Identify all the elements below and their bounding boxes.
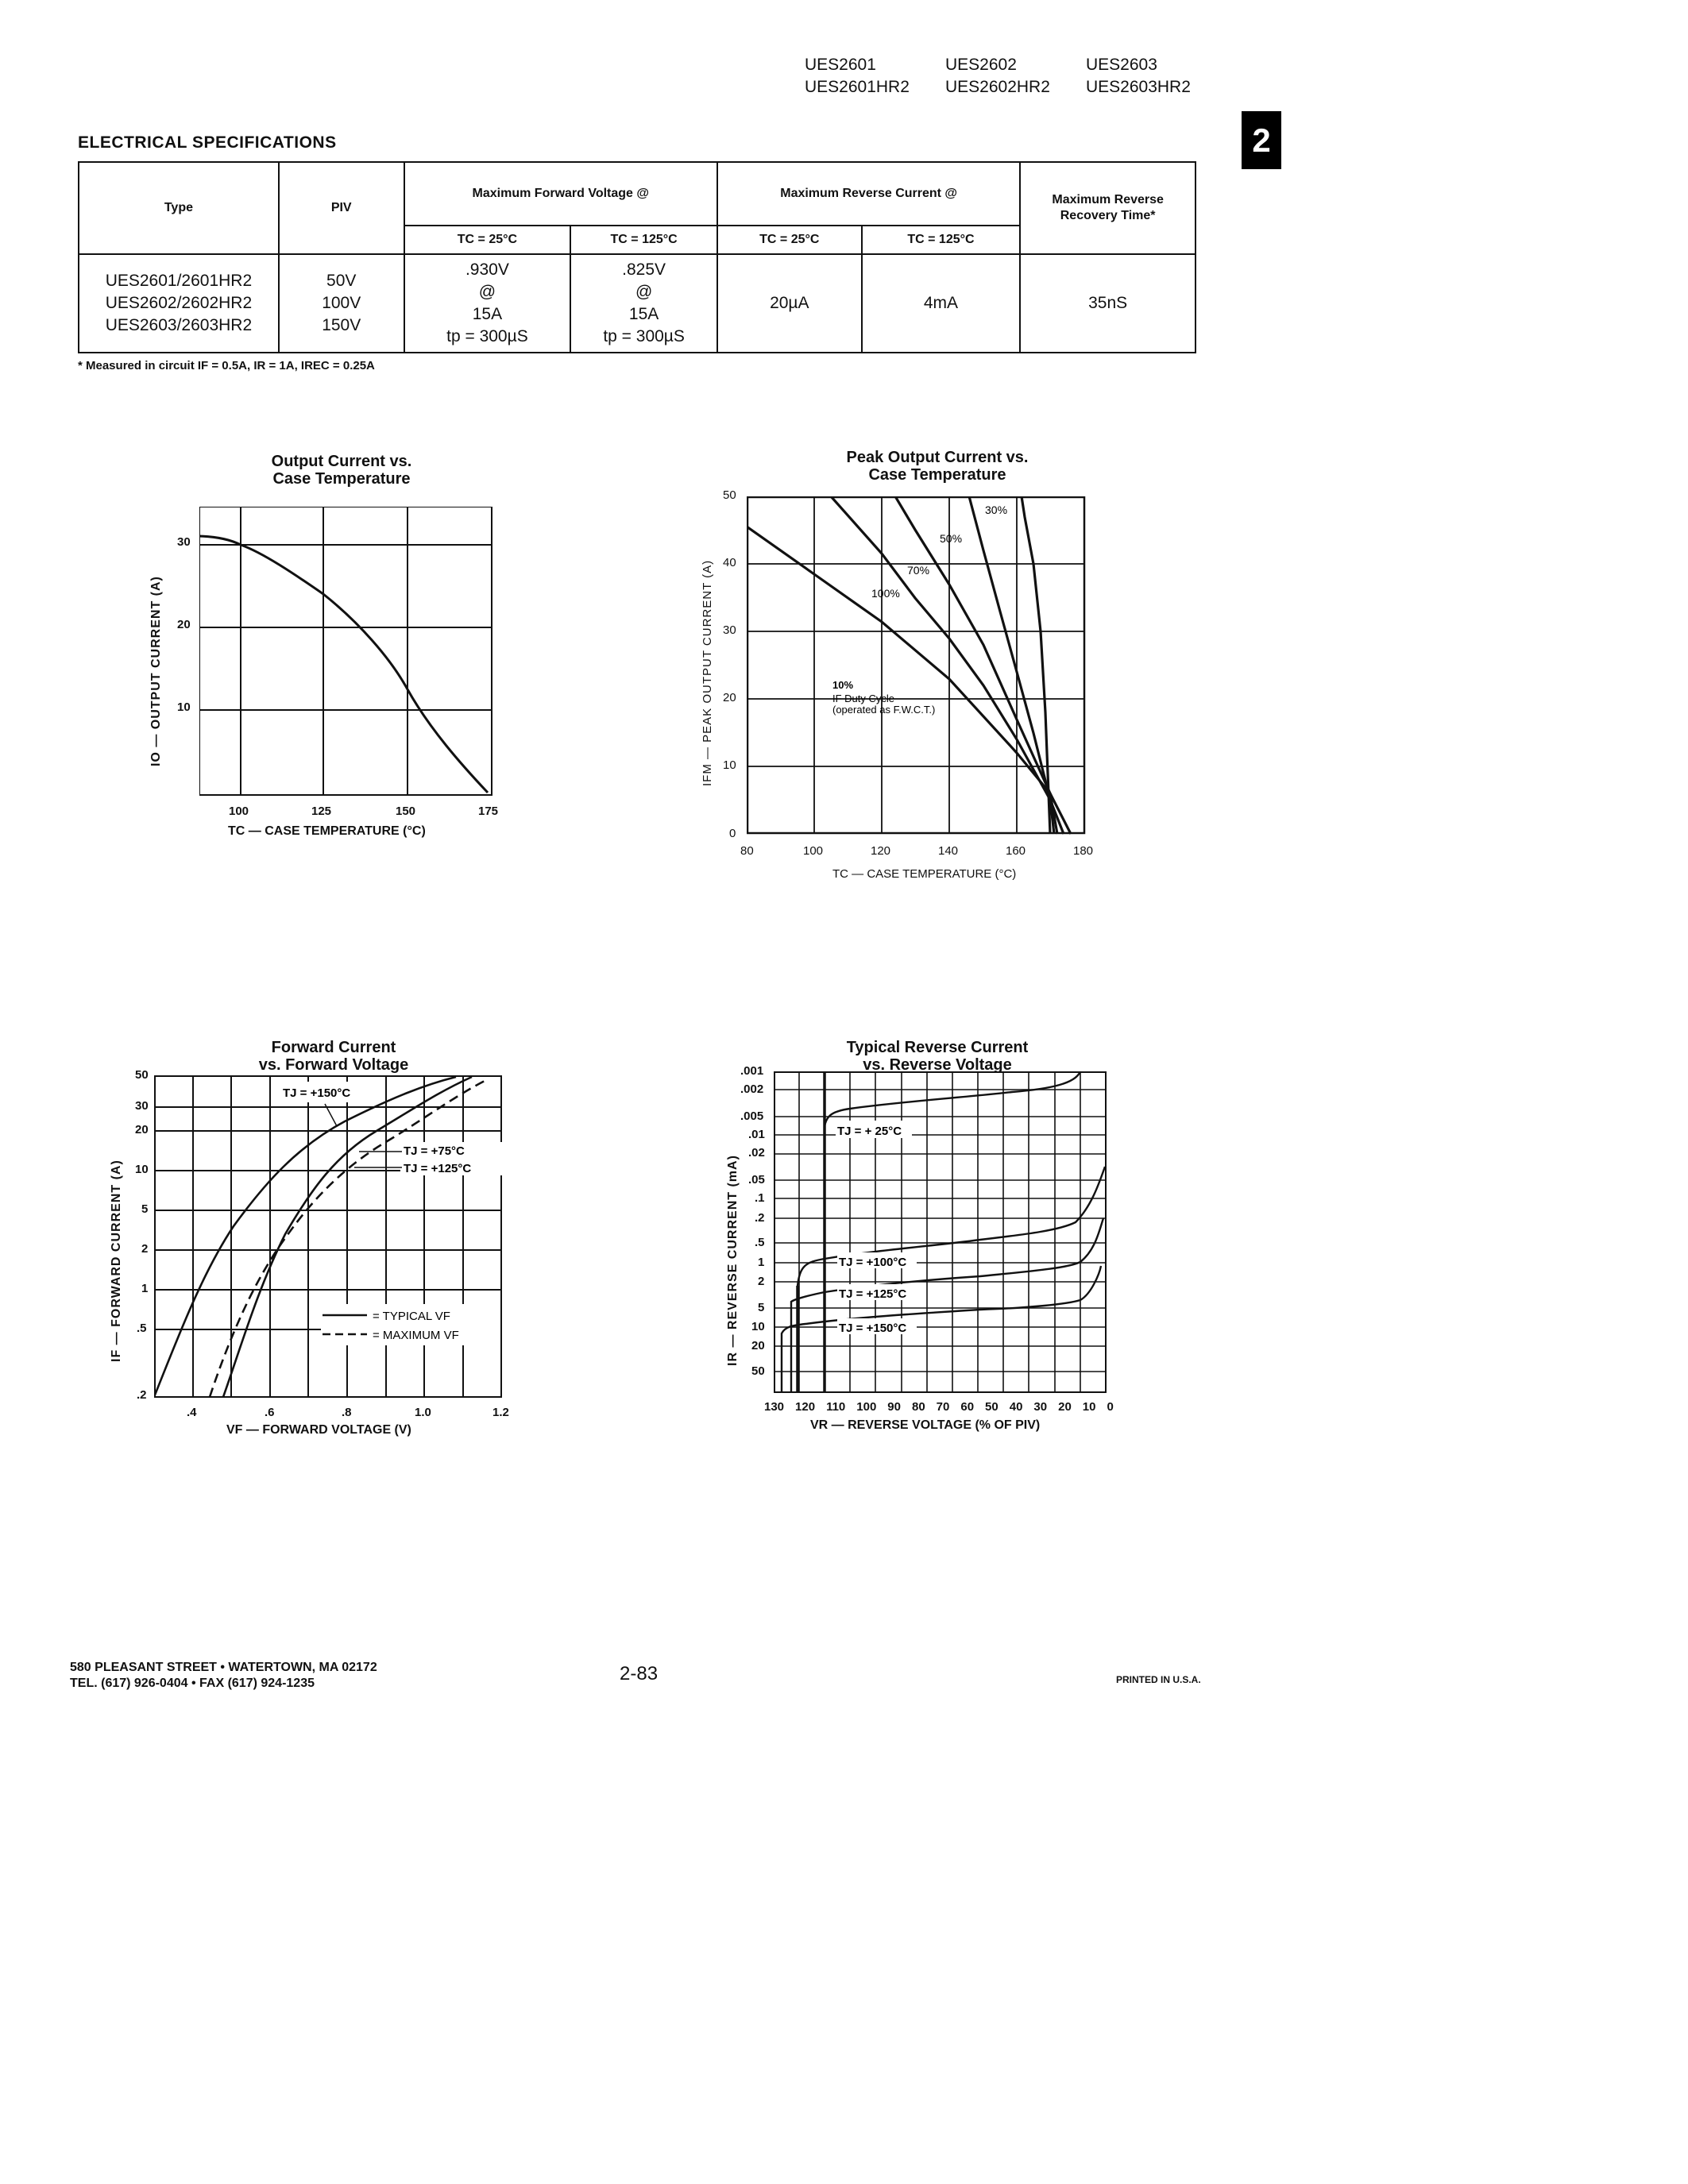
x-axis-label: VF — FORWARD VOLTAGE (V) [226,1423,411,1437]
y-tick: 20 [723,691,736,704]
y-tick: 20 [751,1339,765,1352]
y-tick: .02 [748,1146,765,1160]
legend-typical: = TYPICAL VF [373,1310,450,1323]
x-tick: 140 [938,844,959,858]
subcol-rc-25: TC = 25°C [717,226,862,254]
title-line: Forward Current [271,1039,396,1056]
x-tick: 0 [1107,1400,1114,1414]
piv-value: 50V [326,272,357,290]
title-line: Typical Reverse Current [846,1039,1029,1056]
label-100pct: 100% [871,587,900,600]
chart-plot-area [199,507,493,797]
subcol-fv-125: TC = 125°C [570,226,717,254]
fv-value: .825V [622,260,666,279]
part-number: UES2603 [1086,56,1157,74]
part-number: UES2601HR2 [805,78,910,96]
specs-title: ELECTRICAL SPECIFICATIONS [78,133,337,152]
x-tick: 60 [960,1400,975,1414]
y-tick: .002 [740,1082,764,1096]
piv-value: 100V [322,294,361,312]
note-operated: (operated as F.W.C.T.) [832,704,936,716]
type-value: UES2601/2601HR2 [105,272,253,290]
type-value: UES2602/2602HR2 [105,294,253,312]
y-tick: .1 [755,1191,765,1205]
x-tick: 130 [764,1400,785,1414]
x-tick: 110 [826,1400,846,1414]
x-tick: 120 [871,844,891,858]
x-tick: 30 [1033,1400,1048,1414]
fv-value: .930V [465,260,509,279]
piv-value: 150V [322,316,361,334]
recovery-cell: 35nS [1020,254,1196,353]
label-tj-150: TJ = +150°C [283,1086,351,1100]
y-tick: 2 [141,1242,149,1256]
y-tick: 40 [723,556,736,569]
y-tick: 5 [141,1202,149,1216]
y-tick: .001 [740,1064,764,1078]
label-tj-150: TJ = +150°C [839,1322,907,1335]
x-tick: 90 [887,1400,901,1414]
y-axis-label: IR — REVERSE CURRENT (mA) [726,1155,740,1366]
y-tick: 10 [723,758,736,772]
page-number: 2-83 [620,1663,659,1684]
specs-footnote: * Measured in circuit IF = 0.5A, IR = 1A, IREC = 0.25A [78,359,375,372]
x-axis-label: TC — CASE TEMPERATURE (°C) [228,824,426,838]
section-tab: 2 [1242,111,1281,169]
title-line: Case Temperature [272,470,411,488]
printed-in: PRINTED IN U.S.A. [1116,1674,1201,1685]
y-tick: 5 [758,1301,765,1314]
type-cell [79,254,279,353]
label-tj-100: TJ = +100°C [839,1256,907,1269]
part-numbers-row-2 [805,76,1226,98]
footer-address [70,1660,377,1692]
y-tick: 50 [751,1364,765,1378]
y-tick: .005 [740,1109,764,1123]
y-tick: .01 [748,1128,765,1141]
subcol-fv-25: TC = 25°C [404,226,571,254]
x-tick: 20 [1058,1400,1072,1414]
fv-current: 15A [472,305,503,323]
x-tick: 150 [396,805,416,818]
y-tick: 10 [177,700,191,714]
y-tick: 1 [758,1256,765,1269]
part-number: UES2602HR2 [945,78,1050,96]
label-tj-25: TJ = + 25°C [837,1125,902,1138]
fv-25-cell [404,254,571,353]
rc-125-cell: 4mA [862,254,1021,353]
table-row [79,254,1196,353]
piv-cell [279,254,404,353]
y-axis-label: IF — FORWARD CURRENT (A) [110,1160,123,1362]
x-tick: 1.0 [415,1406,431,1419]
y-tick: 0 [729,827,736,840]
chart-title [230,453,453,488]
x-axis-label: VR — REVERSE VOLTAGE (% OF PIV) [810,1418,1041,1432]
x-tick: 100 [803,844,824,858]
y-tick: 20 [177,618,191,631]
fv-pulse: tp = 300µS [446,327,528,345]
part-number: UES2601 [805,56,876,74]
x-tick: 80 [740,844,754,858]
y-tick: 20 [135,1123,149,1136]
col-recovery-time: Maximum Reverse Recovery Time* [1020,162,1196,254]
col-piv: PIV [279,162,404,254]
y-tick: 30 [135,1099,149,1113]
legend-maximum: = MAXIMUM VF [373,1329,459,1342]
title-line: Case Temperature [868,466,1006,484]
label-30pct: 30% [985,504,1008,516]
label-70pct: 70% [907,564,930,577]
y-tick: 1 [141,1282,149,1295]
x-tick: 125 [311,805,332,818]
chart-title [818,449,1056,484]
part-number: UES2603HR2 [1086,78,1191,96]
y-tick: 2 [758,1275,765,1288]
x-tick: 100 [229,805,249,818]
label-tj-125: TJ = +125°C [404,1162,472,1175]
y-tick: 30 [723,623,736,637]
x-axis-label: TC — CASE TEMPERATURE (°C) [832,867,1017,881]
subcol-rc-125: TC = 125°C [862,226,1021,254]
y-axis-label: IO — OUTPUT CURRENT (A) [149,576,163,766]
title-line: vs. Forward Voltage [258,1056,409,1074]
specs-table [78,161,1196,353]
fv-at: @ [478,283,496,301]
col-forward-voltage: Maximum Forward Voltage @ [404,162,717,226]
y-tick: .05 [748,1173,765,1187]
x-tick: .4 [187,1406,197,1419]
chart-title [230,1039,437,1074]
label-tj-125: TJ = +125°C [839,1287,907,1301]
y-tick: 50 [723,488,736,502]
x-tick: 70 [936,1400,950,1414]
x-tick: 100 [856,1400,877,1414]
x-tick: 40 [1009,1400,1023,1414]
y-tick: .2 [755,1211,765,1225]
chart-plot-area [774,1071,1107,1394]
x-tick: .6 [265,1406,275,1419]
x-tick: 120 [795,1400,816,1414]
x-ticks [764,1400,1114,1414]
y-tick: 50 [135,1068,149,1082]
part-numbers [805,54,1226,98]
address-line: 580 PLEASANT STREET • WATERTOWN, MA 02172 [70,1661,377,1674]
chart-reverse-current [699,1032,1144,1509]
y-tick: 30 [177,535,191,549]
x-tick: 50 [985,1400,999,1414]
y-tick: .5 [755,1236,765,1249]
x-tick: 175 [478,805,499,818]
type-value: UES2603/2603HR2 [105,316,253,334]
y-tick: 10 [135,1163,149,1176]
fv-current: 15A [628,305,659,323]
x-tick: 80 [911,1400,925,1414]
part-number: UES2602 [945,56,1017,74]
chart-output-current [127,453,524,850]
fv-125-cell [570,254,717,353]
y-tick: .5 [137,1322,147,1335]
chart-peak-output-current [691,449,1136,893]
title-line: Output Current vs. [271,453,412,470]
col-reverse-current: Maximum Reverse Current @ [717,162,1020,226]
chart-plot-area [154,1075,504,1399]
rc-25-cell: 20µA [717,254,862,353]
label-50pct: 50% [940,532,963,545]
chart-plot-area [747,496,1086,835]
y-tick: .2 [137,1388,147,1402]
chart-forward-current [103,1032,548,1477]
fv-pulse: tp = 300µS [603,327,685,345]
table-header-row [79,162,1196,226]
x-tick: 1.2 [492,1406,509,1419]
fv-at: @ [635,283,653,301]
title-line: Peak Output Current vs. [846,449,1029,466]
x-tick: 160 [1006,844,1026,858]
col-type: Type [79,162,279,254]
y-tick: 10 [751,1320,765,1333]
x-tick: 180 [1073,844,1094,858]
label-tj-75: TJ = +75°C [404,1144,465,1158]
note-10pct: 10% [832,679,854,691]
phone-line: TEL. (617) 926-0404 • FAX (617) 924-1235 [70,1677,315,1690]
x-tick: 10 [1082,1400,1096,1414]
y-axis-label: IFM — PEAK OUTPUT CURRENT (A) [701,559,714,786]
note-duty-cycle: IF Duty Cycle [832,693,895,704]
chart-title [826,1039,1049,1074]
x-tick: .8 [342,1406,352,1419]
title-line: vs. Reverse Voltage [863,1056,1012,1074]
part-numbers-row-1 [805,54,1226,76]
